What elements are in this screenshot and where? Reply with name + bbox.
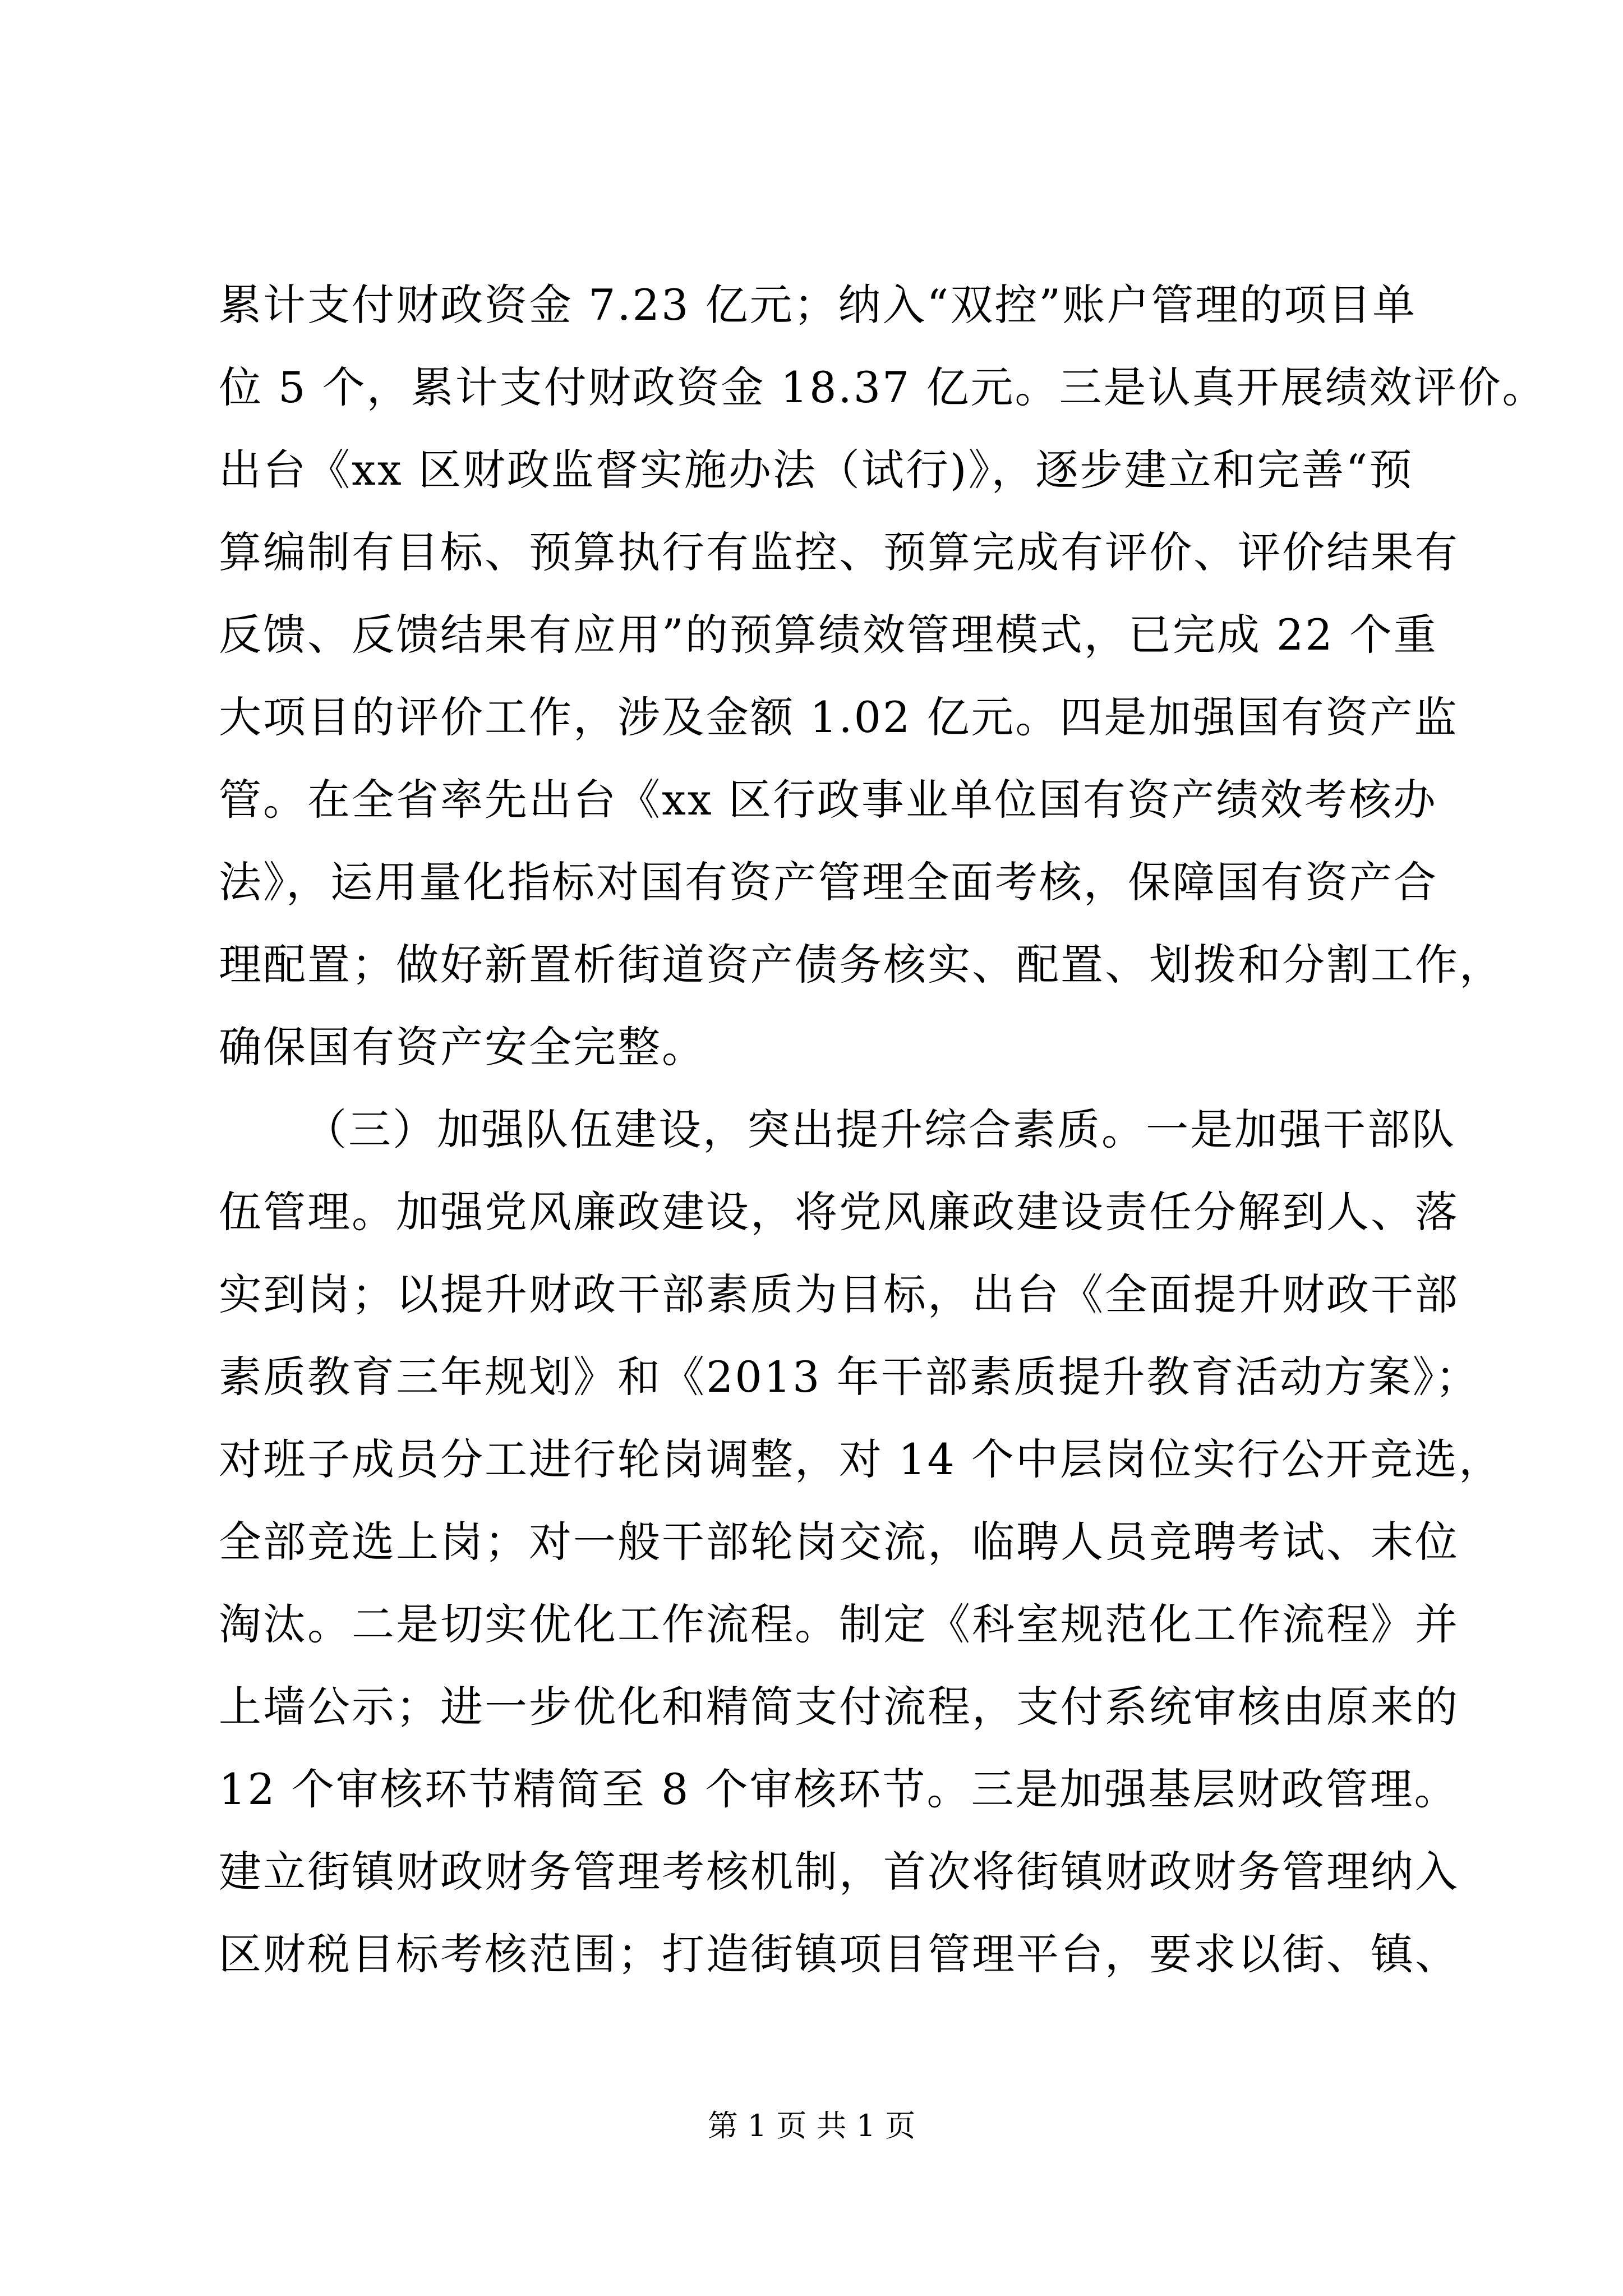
- text-line: 对班子成员分工进行轮岗调整，对 14 个中层岗位实行公开竞选，: [219, 1434, 1504, 1484]
- page-number-label: 第 1 页 共 1 页: [707, 2108, 916, 2143]
- text-line: 上墙公示；进一步优化和精简支付流程，支付系统审核由原来的: [219, 1682, 1459, 1732]
- text-line: 淘汰。二是切实优化工作流程。制定《科室规范化工作流程》并: [219, 1599, 1459, 1649]
- text-line: 大项目的评价工作，涉及金额 1.02 亿元。四是加强国有资产监: [219, 692, 1459, 742]
- document-body: [219, 264, 1547, 1995]
- text-line: 建立街镇财政财务管理考核机制，首次将街镇财政财务管理纳入: [219, 1847, 1459, 1897]
- text-line: 累计支付财政资金 7.23 亿元；纳入“双控”账户管理的项目单: [219, 280, 1417, 330]
- text-line: 出台《xx 区财政监督实施办法（试行)》，逐步建立和完善“预: [219, 445, 1414, 495]
- text-line: 确保国有资产安全完整。: [219, 1022, 706, 1072]
- text-line: 12 个审核环节精简至 8 个审核环节。三是加强基层财政管理。: [219, 1764, 1459, 1814]
- text-line: 区财税目标考核范围；打造街镇项目管理平台，要求以街、镇、: [219, 1929, 1459, 1979]
- text-line: 伍管理。加强党风廉政建设，将党风廉政建设责任分解到人、落: [219, 1187, 1459, 1237]
- text-line: 算编制有目标、预算执行有监控、预算完成有评价、评价结果有: [219, 527, 1459, 577]
- text-line: （三）加强队伍建设，突出提升综合素质。一是加强干部队: [304, 1105, 1456, 1154]
- text-line: 反馈、反馈结果有应用”的预算绩效管理模式，已完成 22 个重: [219, 610, 1438, 660]
- text-line: 管。在全省率先出台《xx 区行政事业单位国有资产绩效考核办: [219, 775, 1437, 825]
- text-line: 理配置；做好新置析街道资产债务核实、配置、划拨和分割工作，: [219, 940, 1504, 990]
- text-line: 位 5 个，累计支付财政资金 18.37 亿元。三是认真开展绩效评价。: [219, 362, 1547, 412]
- text-line: 实到岗；以提升财政干部素质为目标，出台《全面提升财政干部: [219, 1269, 1459, 1319]
- text-line: 法》，运用量化指标对国有资产管理全面考核，保障国有资产合: [219, 857, 1438, 907]
- page-footer: [0, 2106, 1623, 2146]
- text-line: 全部竞选上岗；对一般干部轮岗交流，临聘人员竞聘考试、末位: [219, 1517, 1459, 1567]
- text-line: 素质教育三年规划》和《2013 年干部素质提升教育活动方案》；: [219, 1352, 1480, 1402]
